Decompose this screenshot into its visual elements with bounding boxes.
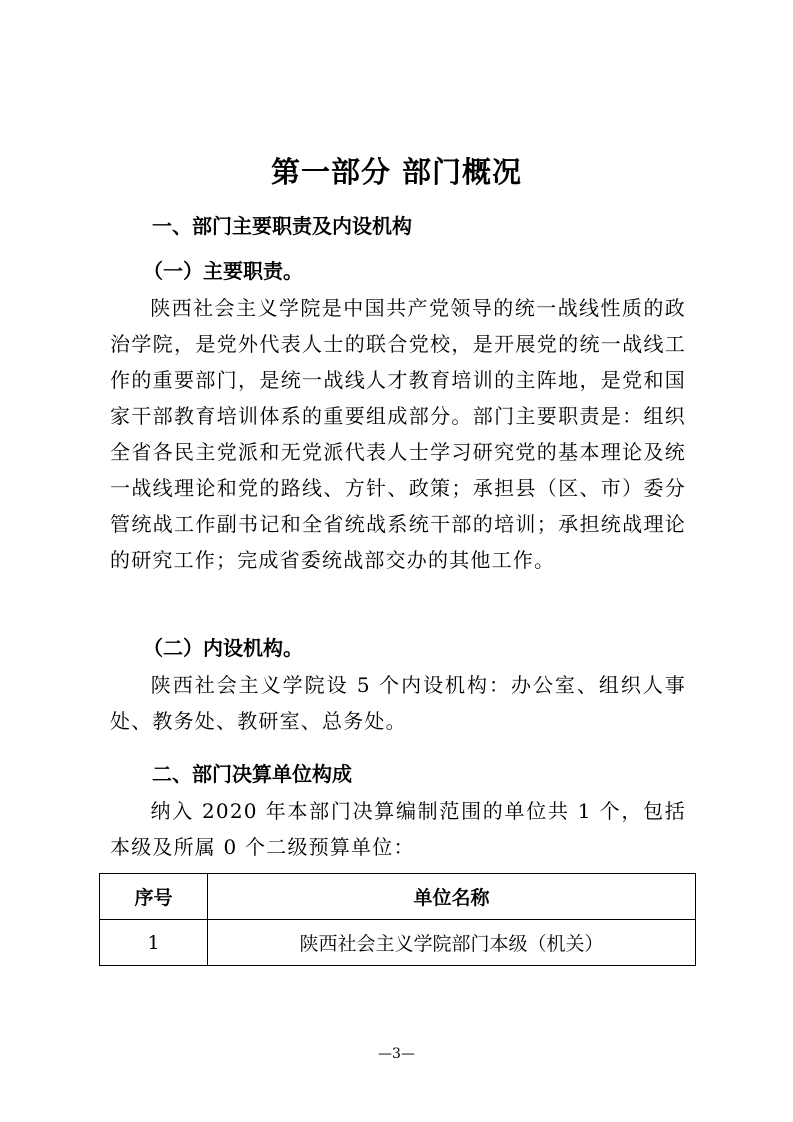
subheading-main-duties: （一）主要职责。: [143, 259, 303, 283]
table-cell: 1: [100, 920, 208, 966]
table-row: [100, 920, 696, 966]
table-header-cell: 单位名称: [208, 874, 696, 920]
paragraph-internal-bodies: [110, 667, 686, 739]
table-header-row: [100, 874, 696, 920]
unit-table: [99, 873, 696, 966]
table-header-cell: 序号: [100, 874, 208, 920]
subheading-internal-bodies: （二）内设机构。: [143, 636, 303, 660]
section-heading-duties: 一、部门主要职责及内设机构: [152, 214, 412, 238]
paragraph-internal-bodies-text: 陕西社会主义学院设 5 个内设机构：办公室、组织人事处、教务处、教研室、总务处。: [110, 673, 686, 733]
page-title: 第一部分 部门概况: [270, 155, 523, 189]
table-cell: 陕西社会主义学院部门本级（机关）: [208, 920, 696, 966]
paragraph-main-duties-text: 陕西社会主义学院是中国共产党领导的统一战线性质的政治学院，是党外代表人士的联合党校，是开展党的统一战线工作的重要部门，是统一战线人才教育培训的主阵地，是党和国家干部教育培训体系的重要组成部分。部门主要职责是：组织全省各民主党派和无党派代表人士学习研究党的基本理论及统一战线理论和党的路线、方针、政策；承担县（区、市）委分管统战工作副书记和全省统战系统干部的培训；承担统战理论的研究工作；完成省委统战部交办的其他工作。: [110, 296, 686, 572]
paragraph-main-duties: [110, 290, 686, 578]
section-heading-unit-composition: 二、部门决算单位构成: [152, 762, 352, 786]
page-number: —3—: [378, 1046, 415, 1062]
paragraph-unit-composition: [110, 793, 686, 865]
paragraph-unit-composition-text: 纳入 2020 年本部门决算编制范围的单位共 1 个，包括本级及所属 0 个二级预算单位：: [110, 799, 686, 859]
